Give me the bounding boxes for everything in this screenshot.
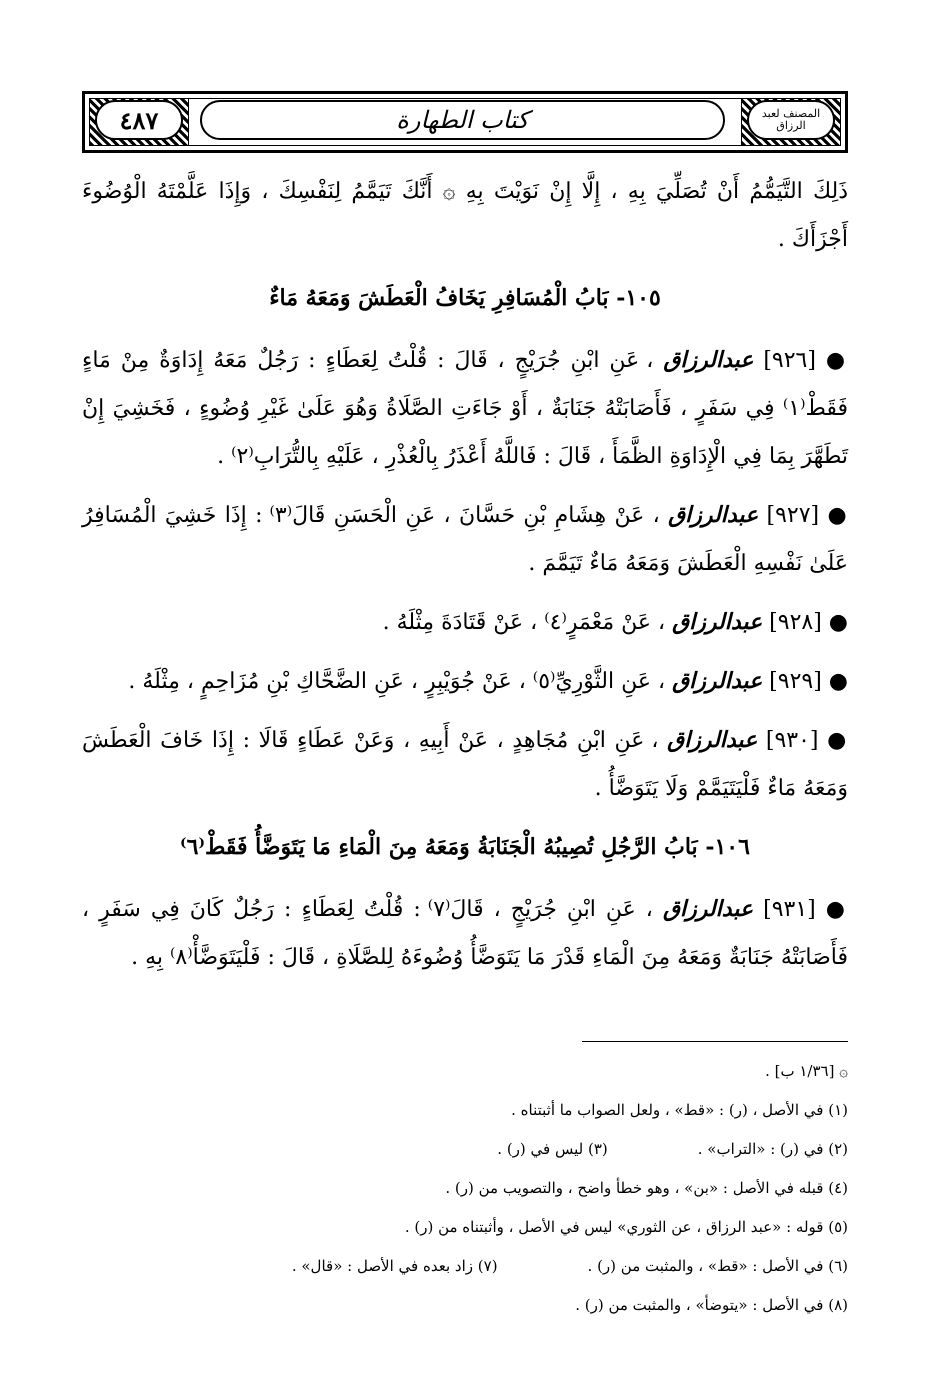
page-header [82, 91, 848, 153]
hadith-text: ، عَنْ هِشَامِ بْنِ حَسَّانَ ، عَنِ الْحَسَنِ قَالَ⁽٣⁾ : إِذَا خَشِيَ الْمُسَافِرُ عَلَىٰ نَفْسِهِ الْعَطَشَ وَمَعَهُ مَاءٌ تَيَمَّمَ . [82, 503, 848, 576]
footnote-7: (٧) زاد بعده في الأصل : «قال» . [291, 1257, 498, 1275]
bullet-icon: ● [828, 609, 848, 635]
hadith-number: [٩٣١] [763, 897, 816, 922]
footnotes [82, 1052, 848, 1325]
section-heading-105: ١٠٥- بَابُ الْمُسَافِرِ يَخَافُ الْعَطَشَ وَمَعَهُ مَاءٌ [269, 285, 661, 311]
footnote-6: (٦) في الأصل : «قط» ، والمثبت من (ر) . [587, 1257, 848, 1275]
paragraph-continuation: ذَلِكَ التَّيَمُّمُ أَنْ تُصَلِّيَ بِهِ ، إِلَّا إِنْ نَوَيْتَ بِهِ ۞ أَنَّكَ تَيَمَّمُ لِنَفْسِكَ ، وَإِذَا عَلَّمْتَهُ الْوُضُوءَ أَجْزَأَكَ . [82, 179, 848, 252]
main-text [82, 168, 848, 992]
book-emblem: المصنف لعبد الرزاق [747, 100, 835, 140]
narrator-name: عبدالرزاق [672, 609, 763, 635]
hadith-number: [٩٢٨] [769, 610, 822, 635]
page-number: ٤٨٧ [95, 100, 183, 140]
hadith-927 [82, 491, 848, 588]
hadith-929 [82, 657, 848, 706]
bullet-icon: ● [825, 347, 849, 373]
bullet-icon: ● [827, 502, 848, 528]
narrator-name: عبدالرزاق [672, 668, 763, 694]
narrator-name: عبدالرزاق [667, 727, 758, 753]
bullet-icon: ● [828, 668, 848, 694]
footnote-row [82, 1130, 848, 1169]
section-heading-106: ١٠٦- بَابُ الرَّجُلِ تُصِيبُهُ الْجَنَابَةُ وَمَعَهُ مِنَ الْمَاءِ مَا يَتَوَضَّأُ فَقَطْ⁽٦⁾ [180, 834, 750, 860]
footnote-4: (٤) قبله في الأصل : «بن» ، وهو خطأ واضح ، والتصويب من (ر) . [445, 1179, 848, 1197]
hadith-928 [82, 598, 848, 647]
footnote-3: (٣) ليس في (ر) . [497, 1140, 608, 1158]
footnote-2: (٢) في (ر) : «التراب» . [697, 1140, 848, 1158]
hadith-number: [٩٢٩] [769, 669, 822, 694]
bullet-icon: ● [825, 896, 849, 922]
hadith-text: ، عَنِ ابْنِ جُرَيْجٍ ، قَالَ : قُلْتُ لِعَطَاءٍ : رَجُلٌ مَعَهُ إِدَاوَةٌ مِنْ مَاءٍ فَقَطْ⁽١⁾ فِي سَفَرٍ ، فَأَصَابَتْهُ جَنَابَةٌ ، أَوْ جَاءَتِ الصَّلَاةُ وَهُوَ عَلَىٰ غَيْرِ وُضُوءٍ ، فَخَشِيَ إِنْ تَطَهَّرَ بِمَا فِي الْإِدَاوَةِ الظَّمَأَ ، قَالَ : فَاللَّهُ أَعْذَرُ بِالْعُذْرِ ، عَلَيْهِ بِالتُّرَابِ⁽٢⁾ . [82, 348, 848, 469]
hadith-text: ، عَنْ مَعْمَرٍ⁽٤⁾ ، عَنْ قَتَادَةَ مِثْلَهُ . [382, 610, 666, 635]
hadith-number: [٩٢٧] [766, 503, 820, 528]
hadith-number: [٩٢٦] [763, 348, 816, 373]
footnote-1: (١) في الأصل ، (ر) : «قط» ، ولعل الصواب ما أثبتناه . [511, 1101, 848, 1119]
hadith-number: [٩٣٠] [765, 728, 819, 753]
book-title: كتاب الطهارة [200, 100, 725, 140]
hadith-text: ، عَنِ ابْنِ مُجَاهِدٍ ، عَنْ أَبِيهِ ، وَعَنْ عَطَاءٍ قَالَا : إِذَا خَافَ الْعَطَشَ وَمَعَهُ مَاءٌ فَلْيَتَيَمَّمْ وَلَا يَتَوَضَّأُ . [82, 728, 848, 801]
footnote-8: (٨) في الأصل : «يتوضأ» ، والمثبت من (ر) . [575, 1296, 848, 1314]
footnote-5: (٥) قوله : «عبد الرزاق ، عن الثوري» ليس في الأصل ، وأثبتناه من (ر) . [404, 1218, 848, 1236]
hadith-931 [82, 885, 848, 982]
footnote-row [82, 1247, 848, 1286]
narrator-name: عبدالرزاق [662, 896, 754, 922]
hadith-text: ، عَنِ الثَّوْرِيِّ⁽٥⁾ ، عَنْ جُوَيْبِرٍ ، عَنِ الضَّحَّاكِ بْنِ مُزَاحِمٍ ، مِثْلَهُ . [128, 669, 666, 694]
hadith-930 [82, 716, 848, 813]
hadith-926 [82, 336, 848, 481]
narrator-name: عبدالرزاق [663, 347, 754, 373]
bullet-icon: ● [827, 727, 849, 753]
footnote-divider [582, 1041, 848, 1042]
narrator-name: عبدالرزاق [668, 502, 759, 528]
hadith-text: ، عَنِ ابْنِ جُرَيْجٍ ، قَالَ⁽٧⁾ : قُلْتُ لِعَطَاءٍ : رَجُلٌ كَانَ فِي سَفَرٍ ، فَأَصَابَتْهُ جَنَابَةٌ وَمَعَهُ مِنَ الْمَاءِ قَدْرَ مَا يَتَوَضَّأُ وُضُوءَهُ لِلصَّلَاةِ ، قَالَ : فَلْيَتَوَضَّأْ⁽٨⁾ بِهِ . [82, 897, 848, 970]
footnote-marker-ref: ۞ [١/٣٦ ب] . [765, 1062, 848, 1080]
